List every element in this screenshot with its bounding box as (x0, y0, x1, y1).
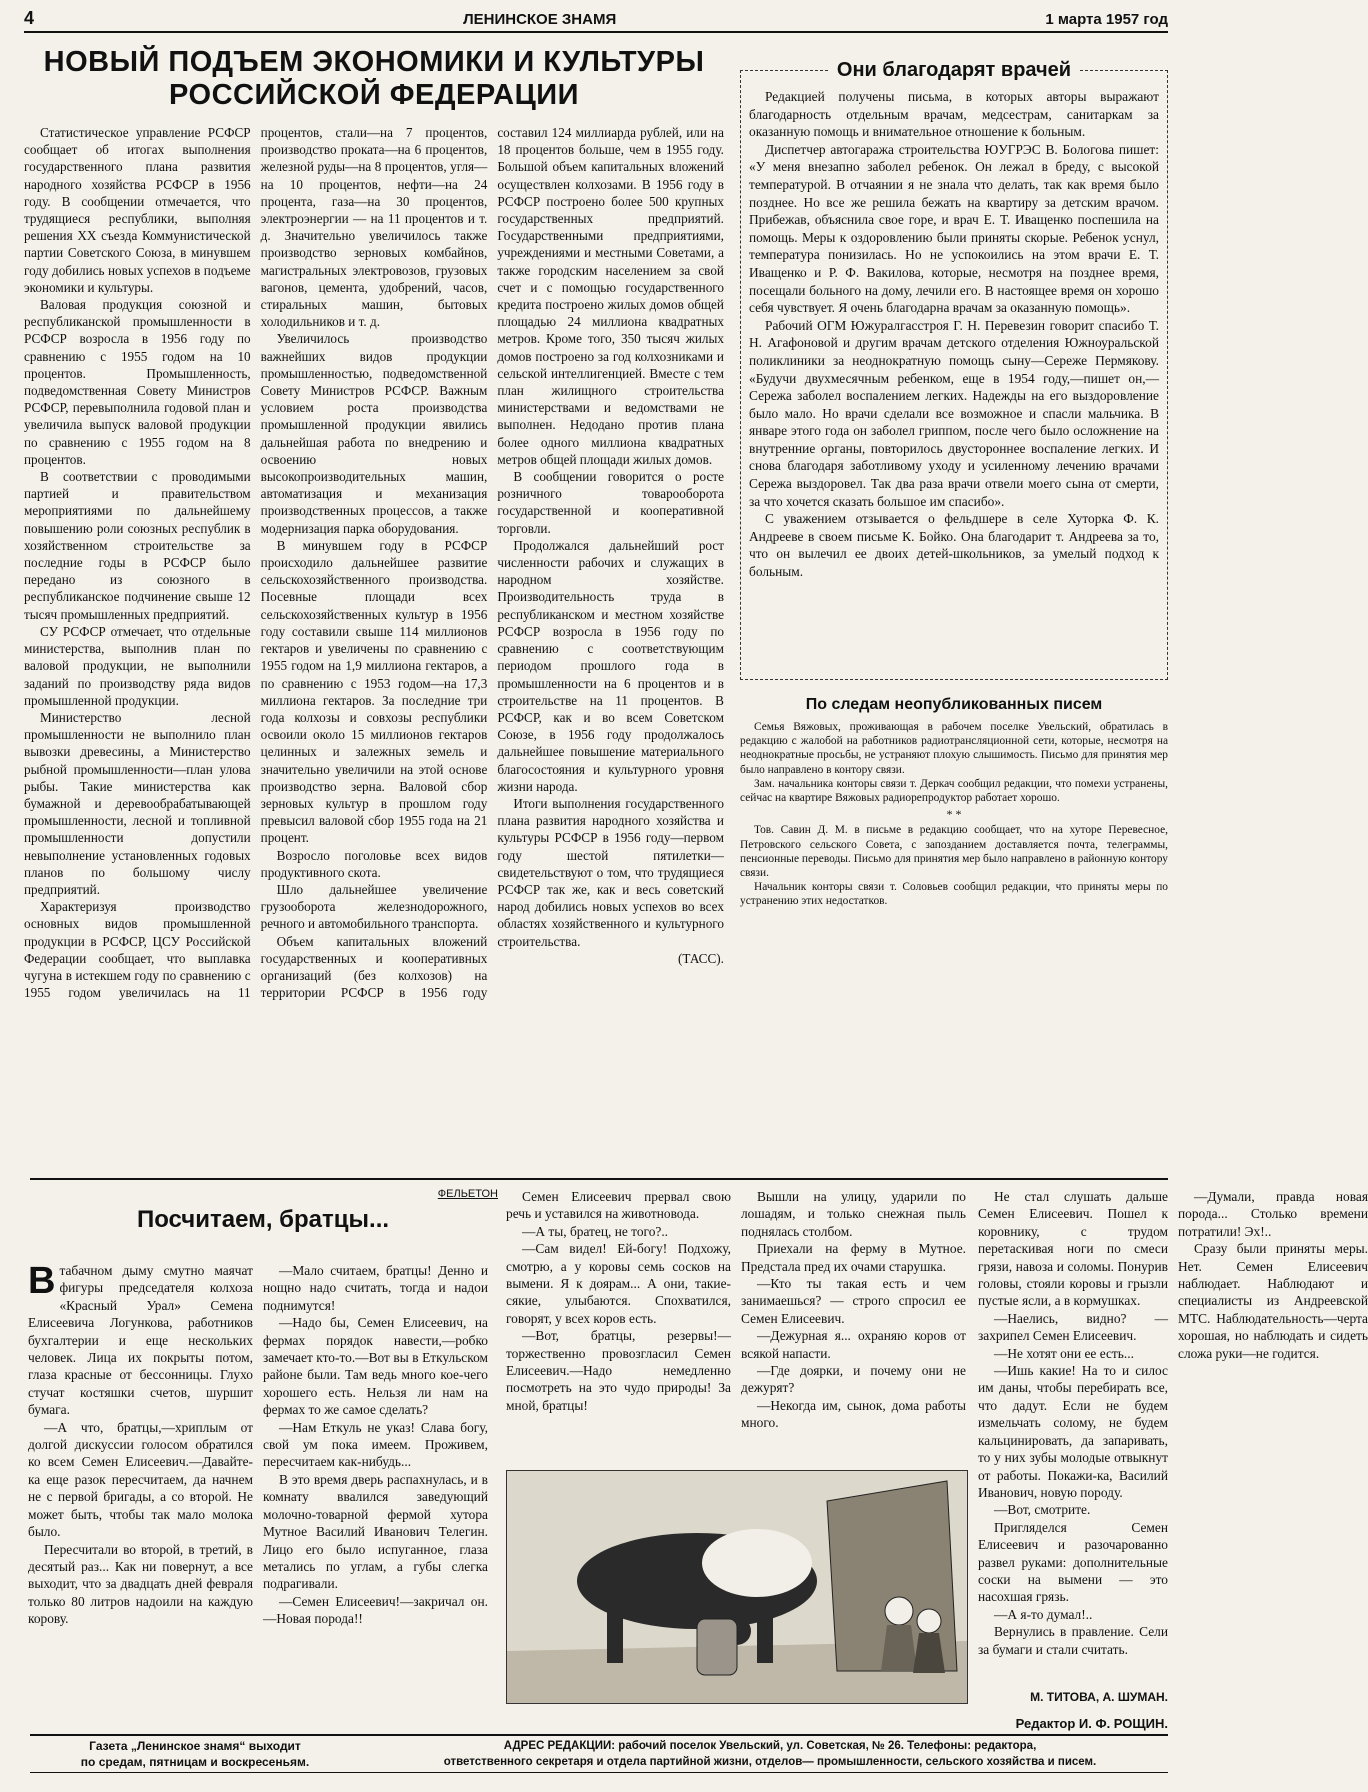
feuilleton-paragraph: —Кто ты такая есть и чем занимаешься? — строго спросил ее Семен Елисеевич. (741, 1276, 966, 1326)
feuilleton-body-middle (506, 1188, 966, 1460)
article-paragraph: Итоги выполнения государственного плана развития народного хозяйства и культуры РСФСР в 1956 году—первом году шестой пятилетки—свидетельствуют о том, что трудящиеся РСФСР так же, как и весь советский народ добились новых успехов во всех областях хозяйственного и культурного строительства. (497, 795, 724, 949)
footer-address-line-1: АДРЕС РЕДАКЦИИ: рабочий поселок Увельский, ул. Советская, № 26. Телефоны: редактора, (503, 1740, 1037, 1752)
title-line-2: РОССИЙСКОЙ ФЕДЕРАЦИИ (169, 79, 579, 111)
letters-box-title: По следам неопубликованных писем (805, 696, 1103, 713)
page-number: 4 (24, 8, 35, 28)
article-paragraph: Объем капитальных вложений государственных и кооперативных организаций (без колхозов) на территории РСФСР в 1956 году составил 124 миллиарда рублей, или на 18 процентов больше, чем в 1955 году. Большой объем капитальных вложений осуществлен колхозами. В 1956 году в РСФСР построено более 500 крупных государственных предприятий. Государственными предприятиями, учреждениями и местными Советами, а также городским населением за свой счет и с помощью государственного кредита построено жилых домов общей площадью 24 миллиона квадратных метров. Кроме того, 350 тысяч жилых домов построено за год колхозниками и сельской интеллигенцией. Вместе с тем план жилищного строительства министерствами и ведомствами не выполнен. Недодано против плана более одного миллиона квадратных метров общей площади жилых домов. (260, 125, 724, 1001)
article-paragraph: Шло дальнейшее увеличение грузооборота железнодорожного, речного и автомобильного транспорта. (260, 881, 488, 932)
feuilleton-paragraph: —А что, братцы,—хриплым от долгой дискуссии голосом обратился ко всем Семен Елисеевич.—Давайте-ка еще разок пересчитаем, да начнем не с первой бригады, а со второй. Не может быть, чтобы так мало молока было. (28, 1419, 253, 1540)
letters-paragraph: Семья Вяжовых, проживающая в рабочем поселке Увельский, обратилась в редакцию с жалобой на работников радиотрансляционной сети, которые, несмотря на неоднократные просьбы, не устраняют плохую слышимость. Письмо для принятия мер было направлено в контору связи. (740, 721, 1168, 776)
letters-paragraph: Начальник конторы связи т. Соловьев сообщил редакции, что приняты меры по устранению этих недостатков. (740, 881, 1168, 908)
article-paragraph: Продолжался дальнейший рост численности рабочих и служащих в народном хозяйстве. Производительность труда в республиканском и местном хозяйстве РСФСР возросла в 1956 году по сравнению с соответствующим периодом прошлого года в промышленности на 6 процентов и в строительстве на 11 процентов. В РСФСР, как и во всем Советском Союзе, в 1956 году продолжалось дальнейшее повышение материального благосостояния и культурного уровня жизни народа. (497, 537, 724, 794)
feuilleton-paragraph: —Не хотят они ее есть... (994, 1345, 1134, 1361)
feuilleton-header (28, 1188, 498, 1268)
thanks-box (740, 59, 1168, 680)
thanks-paragraph: Рабочий ОГМ Южуралгасстроя Г. Н. Перевезин говорит спасибо Т. Н. Агафоновой и другим врачам детского отделения Южноуральской поликлиники за неоднократную помощь сыну—Сереже Пермякову. «Будучи двухмесячным ребенком, еще в 1954 году,—пишет он,—Сережа заболел воспалением легких. Надежды на его выздоровление было мало. Но врачи сделали все возможное и спасли мальчика. В январе этого года он заболел гриппом, после чего было осложнение на внутренние органы, повторилось двустороннее воспаление легких. И снова благодаря заботливому уходу и усиленному лечению врачами Сережа выздоровел. Так два раза врачи отвели моего сына от смерти, за что хочется сказать большое им спасибо». (749, 317, 1159, 509)
feuilleton-title: Посчитаем, братцы... (136, 1206, 390, 1233)
article-paragraph: Возросло поголовье всех видов продуктивного скота. (260, 847, 488, 880)
article-source: (ТАСС). (678, 950, 724, 966)
feuilleton-signature: М. ТИТОВА, А. ШУМАН. (1030, 1690, 1168, 1704)
editor-line: Редактор И. Ф. РОЩИН. (1015, 1716, 1168, 1731)
thanks-box-body (749, 88, 1159, 663)
footer-left-line-1: Газета „Ленинское знамя“ выходит (89, 1739, 301, 1753)
feuilleton-body-left (28, 1262, 488, 1698)
feuilleton-paragraph: —Думали, правда новая порода... Столько времени потратили! Эх!.. (1178, 1189, 1368, 1239)
feuilleton-paragraph: Приехали на ферму в Мутное. Предстала пред их очами старушка. (741, 1241, 966, 1274)
issue-date: 1 марта 1957 год (1045, 11, 1168, 28)
feuilleton-paragraph: —Вот, смотрите. (994, 1502, 1091, 1518)
article-paragraph: В соответствии с проводимыми партией и правительством мероприятиями по дальнейшему повышению роли союзных республик в хозяйственном строительстве за последние годы в РСФСР было передано из союзного в республиканское подчинение свыше 12 тысяч промышленных предприятий. (24, 469, 251, 622)
article-paragraph: СУ РСФСР отмечает, что отдельные министерства, выполнив план по валовой продукции, не выполнили заданий по производству ряда видов промышленной продукции. (24, 623, 251, 708)
feuilleton-paragraph: —Некогда им, сынок, дома работы много. (741, 1397, 966, 1431)
article-paragraph: Валовая продукция союзной и республиканской промышленности в РСФСР возросла в 1956 году по сравнению с 1955 годом на 10 процентов. Промышленность, подведомственная Совету Министров РСФСР, перевыполнила годовой план и увеличила выпуск валовой продукции по сравнению с 1955 годом на 8 процентов. (24, 297, 251, 467)
footer-address (370, 1738, 1170, 1770)
footer-left-line-2: по средам, пятницам и воскресеньям. (80, 1755, 310, 1769)
feuilleton-paragraph: Сразу были приняты меры. Нет. Семен Елисеевич наблюдает. Наблюдают и специалисты из Андреевской МТС. Наблюдательность—черта хорошая, но наблюдать и сидеть сложа руки—не годится. (1178, 1241, 1368, 1361)
footer-printer (30, 1772, 1168, 1774)
feuilleton-dropcap: В (28, 1260, 56, 1302)
feuilleton-paragraph: Вышли на улицу, ударили по лошадям, и только снежная пыль поднялась столбом. (741, 1189, 966, 1239)
article-paragraph: Характеризуя производство основных видов промышленной продукции в РСФСР, ЦСУ Российской Федерации сообщает, что выплавка чугуна в истекшем году по сравнению с 1955 годом увеличилась на 11 процентов, стали—на 7 процентов, производство проката—на 6 процентов, железной руды—на 8 процентов, угля—на 10 процентов, нефти—на 24 процента, газа—на 30 процентов, электроэнергии — на 11 процентов и т. д. Значительно увеличилось также производство зерновых комбайнов, магистральных электровозов, грузовых вагонов, цемента, удобрений, часов, стиральных машин, бытовых холодильников и т. д. (24, 125, 488, 1001)
thanks-box-title (749, 59, 1159, 82)
article-paragraph: Министерство лесной промышленности не выполнило план вывозки древесины, а Министерство рыбной промышленности—план улова рыбы. Такие министерства как бумажной и деревообрабатывающей промышленности, лесной и топливной промышленности допустили невыполнение установленных годовых планов по большому числу предприятий. (24, 709, 251, 897)
feuilleton-paragraph: —Семен Елисеевич!—закричал он.—Новая порода!! (263, 1593, 488, 1627)
feuilleton-paragraph: —Вот, братцы, резервы!—торжественно провозгласил Семен Елисеевич.—Надо немедленно посмотреть на это чудо природы! За мной, братцы! (506, 1328, 731, 1413)
feuilleton-paragraph: —Дежурная я... охраняю коров от всякой напасти. (741, 1328, 966, 1361)
feuilleton-paragraph: Не стал слушать дальше Семен Елисеевич. Пошел к коровнику, с трудом перетаскивая ноги по смеси грязи, навоза и соломы. Понурив головы, стояли коровы и грызли пустые ясли, а в кормушках. (978, 1189, 1168, 1309)
thanks-box-title-text: Они благодарят врачей (829, 59, 1079, 81)
feuilleton-paragraph: табачном дыму смутно маячат фигуры председателя колхоза «Красный Урал» Семена Елисеевича Логункова, работников бухгалтерии и еще нескольких человек. Лица их покрыты потом, глаза красные от бессонницы. Глухо стучат костяшки счетов, шуршит бумага. (28, 1263, 253, 1418)
feuilleton-paragraph: —Сам видел! Ей-богу! Подхожу, смотрю, а у коровы семь сосков на вымени. Я к доярам... А они, такие-сякие, улыбаются. Спохватился, говорят, у всех коров есть. (506, 1241, 731, 1326)
cow-cartoon-icon (507, 1471, 967, 1703)
section-divider (30, 1178, 1168, 1180)
feuilleton-paragraph: Семен Елисеевич прервал свою речь и уставился на животновода. (506, 1189, 731, 1222)
feuilleton-paragraph: Пригляделся Семен Елисеевич и разочарованно развел руками: дополнительные соски на вымени — это насохшая грязь. (978, 1519, 1168, 1605)
thanks-paragraph: С уважением отзывается о фельдшере в селе Хуторка Ф. К. Андрееве в своем письме К. Бойко. Она благодарит т. Андреева за то, что он вылечил ее двоих детей-школьников, за умелый подход к больным. (749, 511, 1159, 580)
title-line-1: НОВЫЙ ПОДЪЕМ ЭКОНОМИКИ И КУЛЬТУРЫ (43, 46, 705, 78)
main-article-body (24, 124, 724, 1172)
feuilleton-paragraph: —Где доярки, и почему они не дежурят? (741, 1363, 966, 1396)
feuilleton-paragraph: —Ишь какие! На то и силос им даны, чтобы перебирать все, что дадут. Если не будем измельчать солому, не будем кальцинировать, да запаривать, то у них зубы молодые отвыкнут от работы. Покажи-ка, Василий Иванович, новую породу. (978, 1363, 1168, 1500)
feuilleton-paragraph: —Нам Еткуль не указ! Слава богу, свой ум пока имеем. Проживем, пересчитаем как-нибудь... (263, 1419, 488, 1470)
feuilleton-body-right (978, 1188, 1368, 1688)
masthead (24, 8, 1168, 33)
thanks-paragraph: Редакцией получены письма, в которых авторы выражают благодарность отдельным врачам, медсестрам, санитаркам за оказанную помощь и внимательное отношение к больным. (749, 89, 1159, 140)
feuilleton-paragraph: —Мало считаем, братцы! Денно и нощно надо считать, тогда и надои поднимутся! (263, 1263, 488, 1313)
newspaper-title: ЛЕНИНСКОЕ ЗНАМЯ (463, 11, 617, 28)
main-article-title (24, 46, 724, 112)
feuilleton-paragraph: —А я-то думал!.. (994, 1606, 1093, 1622)
letters-paragraph: Тов. Савин Д. М. в письме в редакцию сообщает, что на хуторе Перевесное, Петровского сельского Совета, с запозданием доставляется почта, телеграммы, пенсионные переводы. Письмо для принятия мер было направлено в районную контору связи. (740, 824, 1168, 880)
article-paragraph: Статистическое управление РСФСР сообщает об итогах выполнения государственного плана развития народного хозяйства РСФСР в 1956 году. В сообщении отмечается, что трудящиеся республики, выполняя решения XX съезда Коммунистической партии Советского Союза, в минувшем году добились новых успехов в подъеме экономики и культуры. (24, 125, 251, 295)
article-paragraph: В минувшем году в РСФСР происходило дальнейшее развитие сельскохозяйственного производства. Посевные площади всех сельскохозяйственных культур в 1956 году составили свыше 114 миллионов гектаров и увеличены по сравнению с 1955 годом на 1,9 миллиона гектаров, а по сравнению с 1953 годом—на 17,3 миллиона гектаров. За последние три года колхозы и совхозы республики освоили около 15 миллионов гектаров целинных и залежных земель и значительно увеличили на этой основе производство зерна. Валовой сбор зерновых культур в прошлом году превысил валовой сбор 1955 года на 21 процент. (260, 537, 488, 846)
article-paragraph: В сообщении говорится о росте розничного товарооборота государственной и кооперативной торговли. (497, 469, 724, 536)
letters-paragraph: Зам. начальника конторы связи т. Деркач сообщил редакции, что помехи устранены, сейчас на квартире Вяжовых радиорепродуктор работает хорошо. (740, 777, 1168, 805)
thanks-paragraph: Диспетчер автогаража строительства ЮУГРЭС В. Бологова пишет: «У меня внезапно заболел ребенок. Он лежал в бреду, с высокой температурой. В отчаянии я не знала что делать, так как время было позднее. Но все же решила бежать на квартиру за детским врачом. Прибежав, объяснила свое горе, и врач Е. Т. Иващенко поспешила на помощь. Меры к оздоровлению были приняты скорые. Ребенок уснул, температура понизилась. Но не успокоились на этом врачи Е. Т. Иващенко и Р. Ф. Вакилова, которые, несмотря на позднее время, посещали больного на дому, лечили его. В настоящее время он хорошо себя чувствует. Я очень благодарна врачам за оказанную помощь». (749, 141, 1159, 316)
feuilleton-paragraph: В это время дверь распахнулась, и в комнату ввалился заведующий молочно-товарной фермой хутора Мутное Василий Иванович Телегин. Лицо его было испуганное, глаза метались по углам, а губы слегка подрагивали. (263, 1471, 488, 1592)
feuilleton-paragraph: Вернулись в правление. Сели за бумаги и стали считать. (978, 1624, 1168, 1657)
letters-box-body (740, 720, 1168, 909)
feuilleton-paragraph: Пересчитали во второй, в третий, в десятый раз... Как ни повернут, а все выходит, что за двадцать дней февраля только 80 литров надоили на каждую корову. (28, 1541, 253, 1627)
footer-address-line-2: ответственного секретаря и отдела партийной жизни, отделов— промышленности, сельского хозяйства и писем. (443, 1756, 1097, 1768)
letters-box (740, 692, 1168, 962)
cartoon-illustration (506, 1470, 968, 1704)
feuilleton-paragraph: —Надо бы, Семен Елисеевич, на фермах порядок навести,—робко замечает кто-то.—Вот вы в Еткульском районе были. Там ведь много кое-чего хорошего есть. Нельзя ли нам на фермах то же самое сделать? (263, 1315, 488, 1418)
article-paragraph: Увеличилось производство важнейших видов продукции промышленностью, подведомственной Совету Министров РСФСР. Важным условием роста производства промышленной продукции явились дальнейшая работа по внедрению и освоению новых высокопроизводительных машин, автоматизация и механизация производственных процессов, а также модернизация парка оборудования. (260, 331, 488, 536)
feuilleton-rubric: ФЕЛЬЕТОН (437, 1188, 498, 1200)
feuilleton-paragraph: —А ты, братец, не того?.. (522, 1223, 669, 1239)
feuilleton-paragraph: —Наелись, видно? — захрипел Семен Елисеевич. (978, 1310, 1168, 1344)
footer-publication-info (30, 1738, 360, 1770)
footer-divider (30, 1734, 1168, 1736)
stars-separator: * * (946, 807, 962, 822)
